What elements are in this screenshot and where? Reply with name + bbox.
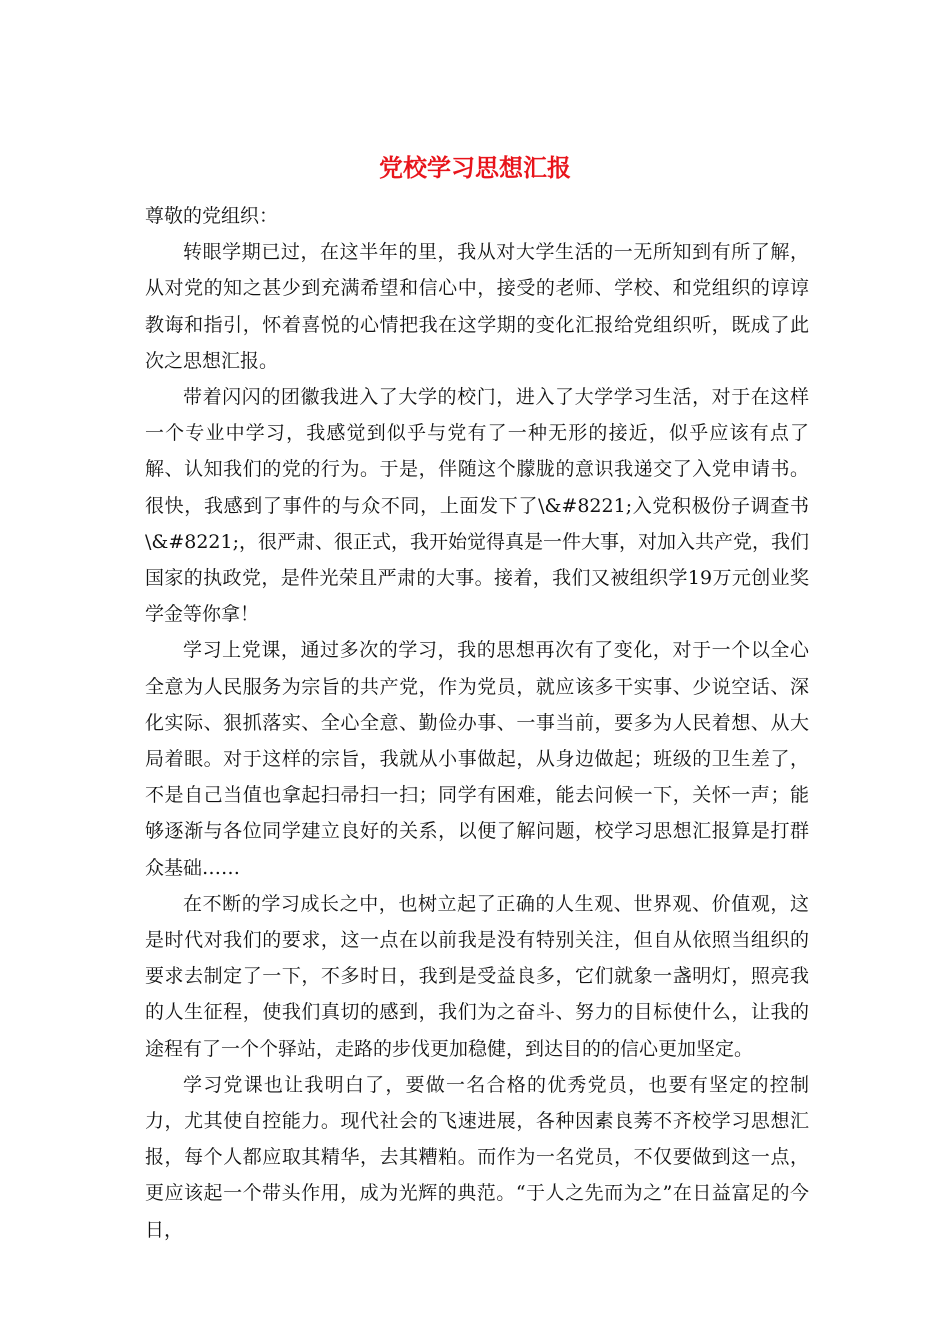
paragraph-2: 带着闪闪的团徽我进入了大学的校门，进入了大学学习生活，对于在这样一个专业中学习，我感觉到似乎与党有了一种无形的接近，似乎应该有点了解、认知我们的党的行为。于是，伴随这个朦胧的意识我递交了入党申请书。很快，我感到了事件的与众不同，上面发下了\&#8221;入党积极份子调查书\&#8221;，很严肃、很正式，我开始觉得真是一件大事，对加入共产党，我们国家的执政党，是件光荣且严肃的大事。接着，我们又被组织学19万元创业奖学金等你拿！ <box>145 386 809 626</box>
paragraph-1: 转眼学期已过，在这半年的里，我从对大学生活的一无所知到有所了解，从对党的知之甚少到充满希望和信心中，接受的老师、学校、和党组织的谆谆教诲和指引，怀着喜悦的心情把我在这学期的变化汇报给党组织听，既成了此次之思想汇报。 <box>145 241 809 372</box>
paragraph-3: 学习上党课，通过多次的学习，我的思想再次有了变化，对于一个以全心全意为人民服务为宗旨的共产党，作为党员，就应该多干实事、少说空话、深化实际、狠抓落实、全心全意、勤俭办事、一事当前，要多为人民着想、从大局着眼。对于这样的宗旨，我就从小事做起，从身边做起；班级的卫生差了，不是自己当值也拿起扫帚扫一扫；同学有困难，能去问候一下，关怀一声；能够逐渐与各位同学建立良好的关系，以便了解问题，校学习思想汇报算是打群众基础…… <box>145 639 809 879</box>
paragraph-4: 在不断的学习成长之中，也树立起了正确的人生观、世界观、价值观，这是时代对我们的要求，这一点在以前我是没有特别关注，但自从依照当组织的要求去制定了一下，不多时日，我到是受益良多，它们就象一盏明灯，照亮我的人生征程，使我们真切的感到，我们为之奋斗、努力的目标使什么，让我的途程有了一个个驿站，走路的步伐更加稳健，到达目的的信心更加坚定。 <box>145 892 809 1060</box>
salutation: 尊敬的党组织： <box>145 205 279 227</box>
paragraph-5: 学习党课也让我明白了，要做一名合格的优秀党员，也要有坚定的控制力，尤其使自控能力。现代社会的飞速进展，各种因素良莠不齐校学习思想汇报，每个人都应取其精华，去其糟粕。而作为一名党员，不仅要做到这一点，更应该起一个带头作用，成为光辉的典范。“于人之先而为之”在日益富足的今日， <box>145 1073 809 1241</box>
document-title: 党校学习思想汇报 <box>379 153 571 182</box>
document-body <box>145 198 809 1248</box>
